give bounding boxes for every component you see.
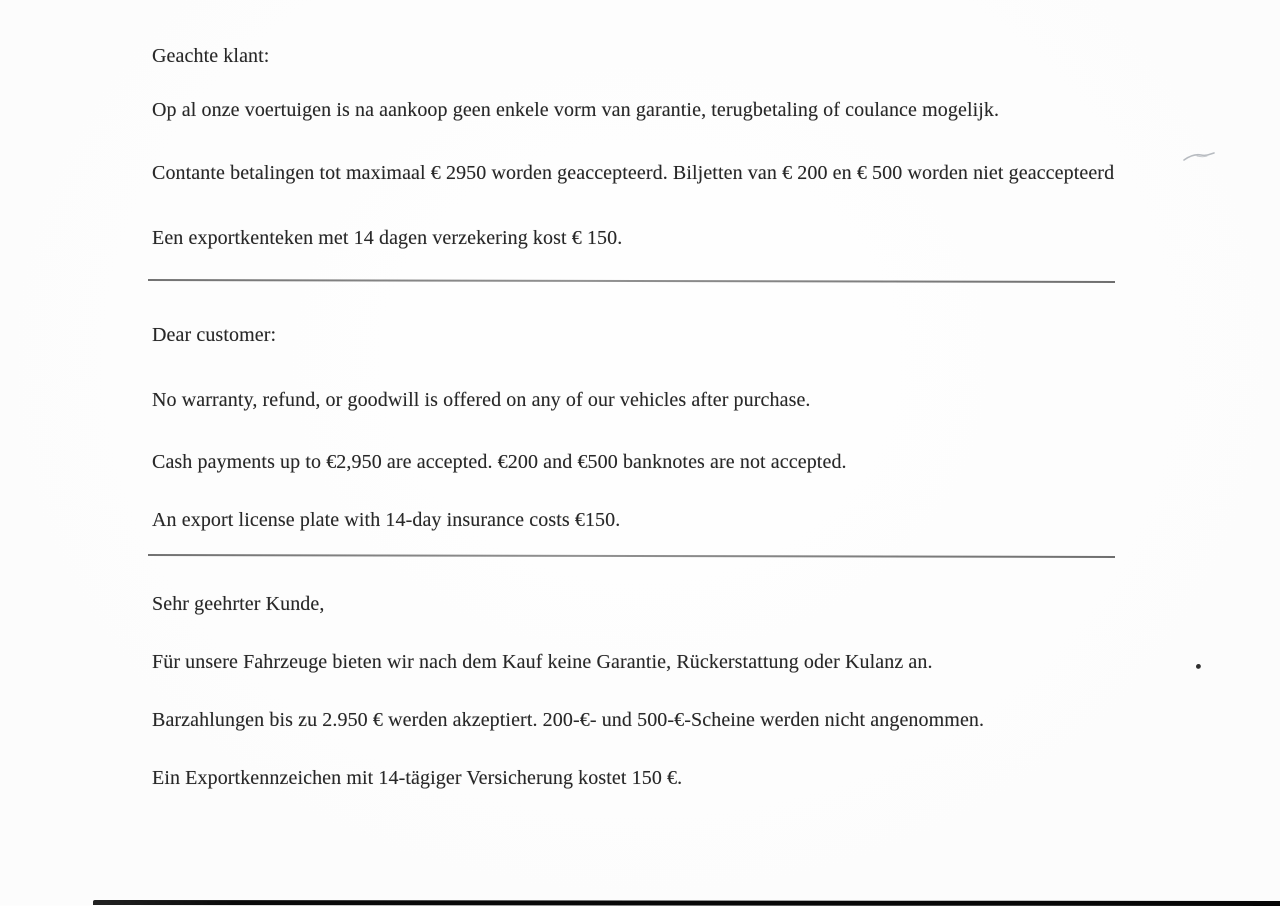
greeting-dutch: Geachte klant: <box>152 45 270 67</box>
paragraph-english-warranty: No warranty, refund, or goodwill is offered on any of our vehicles after purchase. <box>152 389 811 411</box>
section-divider <box>148 279 1115 283</box>
section-divider <box>148 554 1115 558</box>
paragraph-dutch-export-plate: Een exportkenteken met 14 dagen verzekering kost € 150. <box>152 227 623 249</box>
paragraph-dutch-cash: Contante betalingen tot maximaal € 2950 worden geaccepteerd. Biljetten van € 200 en € 500 worden niet geaccepteerd <box>152 162 1115 184</box>
greeting-english: Dear customer: <box>152 324 277 346</box>
greeting-german: Sehr geehrter Kunde, <box>152 593 325 615</box>
paragraph-german-cash: Barzahlungen bis zu 2.950 € werden akzeptiert. 200-€- und 500-€-Scheine werden nicht angenommen. <box>152 709 985 731</box>
paragraph-german-export-plate: Ein Exportkennzeichen mit 14-tägiger Versicherung kostet 150 €. <box>152 767 683 789</box>
paragraph-german-warranty: Für unsere Fahrzeuge bieten wir nach dem Kauf keine Garantie, Rückerstattung oder Kulanz an. <box>152 651 933 673</box>
scanner-edge-shadow <box>93 900 1280 906</box>
paragraph-english-export-plate: An export license plate with 14-day insurance costs €150. <box>152 509 621 531</box>
paragraph-dutch-warranty: Op al onze voertuigen is na aankoop geen enkele vorm van garantie, terugbetaling of coulance mogelijk. <box>152 99 1000 121</box>
pencil-squiggle-artifact <box>1182 148 1216 166</box>
ink-dot-artifact <box>1196 664 1201 669</box>
paragraph-english-cash: Cash payments up to €2,950 are accepted. €200 and €500 banknotes are not accepted. <box>152 451 847 473</box>
